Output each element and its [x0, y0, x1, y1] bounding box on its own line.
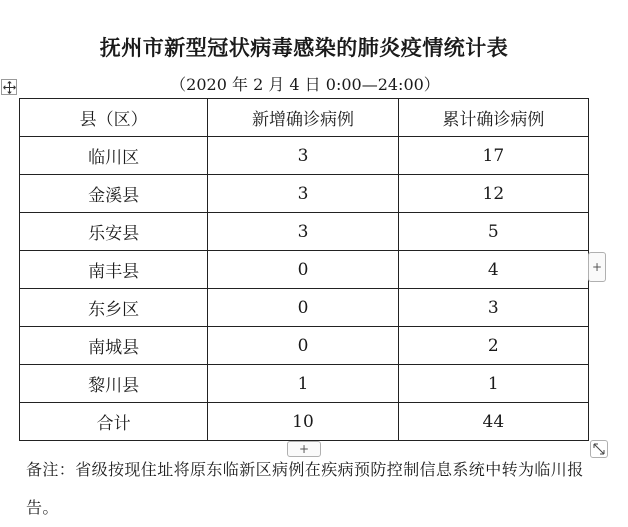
cell-county[interactable]: 东乡区: [20, 289, 208, 327]
cell-total-cases[interactable]: 1: [398, 365, 588, 403]
table-row: [20, 289, 589, 327]
table-total-row: [20, 403, 589, 441]
cell-new-cases[interactable]: 0: [208, 251, 398, 289]
table-header-row: [20, 99, 589, 137]
table-row: [20, 137, 589, 175]
cell-county[interactable]: 南城县: [20, 327, 208, 365]
cell-total-total-cases[interactable]: 44: [398, 403, 588, 441]
cell-county[interactable]: 黎川县: [20, 365, 208, 403]
table-move-handle[interactable]: [1, 79, 17, 95]
document-subtitle: （2020 年 2 月 4 日 0:00—24:00）: [170, 75, 440, 94]
cell-new-cases[interactable]: 1: [208, 365, 398, 403]
table-row: [20, 327, 589, 365]
statistics-table: [19, 98, 589, 441]
cell-new-cases[interactable]: 3: [208, 175, 398, 213]
table-row: [20, 213, 589, 251]
move-icon: [3, 81, 16, 94]
cell-county[interactable]: 临川区: [20, 137, 208, 175]
header-new-cases[interactable]: 新增确诊病例: [208, 99, 398, 137]
cell-county[interactable]: 乐安县: [20, 213, 208, 251]
document-title: 抚州市新型冠状病毒感染的肺炎疫情统计表: [99, 36, 509, 60]
table-row: [20, 365, 589, 403]
cell-county[interactable]: 金溪县: [20, 175, 208, 213]
cell-new-cases[interactable]: 3: [208, 213, 398, 251]
cell-new-cases[interactable]: 0: [208, 327, 398, 365]
table-row: [20, 175, 589, 213]
header-county[interactable]: 县（区）: [20, 99, 208, 137]
cell-new-cases[interactable]: 3: [208, 137, 398, 175]
header-total-cases[interactable]: 累计确诊病例: [398, 99, 588, 137]
add-column-button[interactable]: +: [588, 252, 606, 282]
cell-county[interactable]: 南丰县: [20, 251, 208, 289]
cell-total-cases[interactable]: 2: [398, 327, 588, 365]
cell-total-cases[interactable]: 12: [398, 175, 588, 213]
add-row-button[interactable]: +: [287, 441, 321, 457]
cell-new-cases[interactable]: 0: [208, 289, 398, 327]
table-row: [20, 251, 589, 289]
cell-total-cases[interactable]: 4: [398, 251, 588, 289]
cell-total-cases[interactable]: 3: [398, 289, 588, 327]
cell-total-cases[interactable]: 17: [398, 137, 588, 175]
cell-total-cases[interactable]: 5: [398, 213, 588, 251]
footnote: 备注：省级按现住址将原东临新区病例在疾病预防控制信息系统中转为临川报告。: [26, 460, 584, 517]
cell-total-new-cases[interactable]: 10: [208, 403, 398, 441]
cell-total-label[interactable]: 合计: [20, 403, 208, 441]
